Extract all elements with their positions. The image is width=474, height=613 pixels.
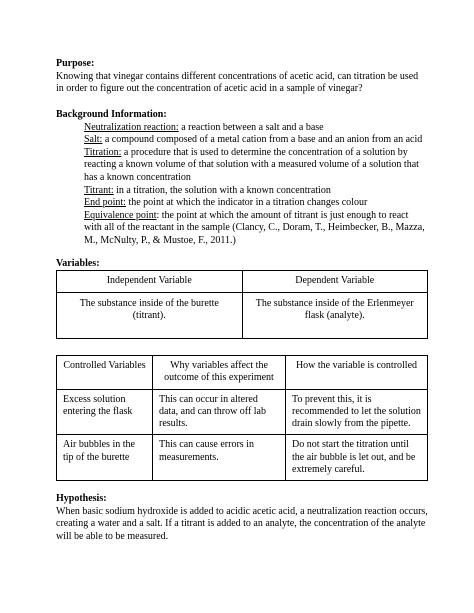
table-cell: Excess solution entering the flask xyxy=(57,389,153,435)
definition-text: a compound composed of a metal cation from a base and an anion from an acid xyxy=(102,134,423,146)
definition-term: Titration: xyxy=(84,146,122,158)
variables-heading: Variables: xyxy=(56,258,100,269)
definition-term: Equivalence point xyxy=(84,209,157,221)
definition-titration xyxy=(84,147,428,185)
dependent-variable-header: Dependent Variable xyxy=(242,271,428,293)
table-header-row xyxy=(57,271,428,293)
table-cell: This can cause errors in measurements. xyxy=(153,435,286,481)
controlled-variables-header: Controlled Variables xyxy=(57,356,153,390)
table-row xyxy=(57,435,428,481)
purpose-section xyxy=(56,58,428,96)
definition-term: Neutralization reaction: xyxy=(84,121,179,133)
definition-titrant xyxy=(84,185,428,198)
table-cell: Air bubbles in the tip of the burette xyxy=(57,435,153,481)
variables-table xyxy=(56,270,428,339)
table-cell: This can occur in altered data, and can throw off lab results. xyxy=(153,389,286,435)
definition-text: a reaction between a salt and a base xyxy=(178,121,324,133)
hypothesis-text: When basic sodium hydroxide is added to acidic acetic acid, a neutralization reaction occurs, creating a water and a salt. If a titrant is added to an analyte, the concentration of the analyte will be able to be measured. xyxy=(56,505,428,542)
independent-variable-cell: The substance inside of the burette (titrant). xyxy=(57,293,243,339)
purpose-text: Knowing that vinegar contains different concentrations of acetic acid, can titration be used in order to figure out the concentration of acetic acid in a sample of vinegar? xyxy=(56,70,419,95)
independent-variable-header: Independent Variable xyxy=(57,271,243,293)
background-heading: Background Information: xyxy=(56,109,167,120)
definition-equivalence-point xyxy=(84,210,428,248)
background-definitions xyxy=(84,122,428,248)
hypothesis-heading: Hypothesis: xyxy=(56,493,107,504)
dependent-variable-cell: The substance inside of the Erlenmeyer flask (analyte). xyxy=(242,293,428,339)
definition-text: in a titration, the solution with a known concentration xyxy=(113,184,331,196)
background-section xyxy=(56,109,428,248)
definition-neutralization xyxy=(84,122,428,135)
definition-term: End point: xyxy=(84,197,126,209)
why-affect-header: Why variables affect the outcome of this experiment xyxy=(153,356,286,390)
definition-text: : the point at which the amount of titrant is just enough to react with all of the reactant in the sample (Clancy, C., Doram, T., Heimbecker, B., Mazza, M., McNulty, P., & Mustoe, F., 2011.) xyxy=(84,209,425,246)
definition-text: the point at which the indicator in a titration changes colour xyxy=(125,197,368,209)
purpose-heading: Purpose: xyxy=(56,58,95,69)
variables-section xyxy=(56,258,428,271)
table-cell: Do not start the titration until the air bubble is let out, and be extremely careful. xyxy=(286,435,428,481)
table-cell: To prevent this, it is recommended to let the solution drain slowly from the pipette. xyxy=(286,389,428,435)
hypothesis-section xyxy=(56,493,428,543)
table-header-row xyxy=(57,356,428,390)
how-controlled-header: How the variable is controlled xyxy=(286,356,428,390)
definition-salt xyxy=(84,134,428,147)
controlled-variables-table xyxy=(56,355,428,481)
table-row xyxy=(57,293,428,339)
definition-end-point xyxy=(84,197,428,210)
table-row xyxy=(57,389,428,435)
definition-term: Salt: xyxy=(84,134,103,146)
definition-term: Titrant: xyxy=(84,184,114,196)
definition-text: a procedure that is used to determine the concentration of a solution by reacting a known volume of that solution with a measured volume of a solution that has a known concentration xyxy=(84,146,419,183)
